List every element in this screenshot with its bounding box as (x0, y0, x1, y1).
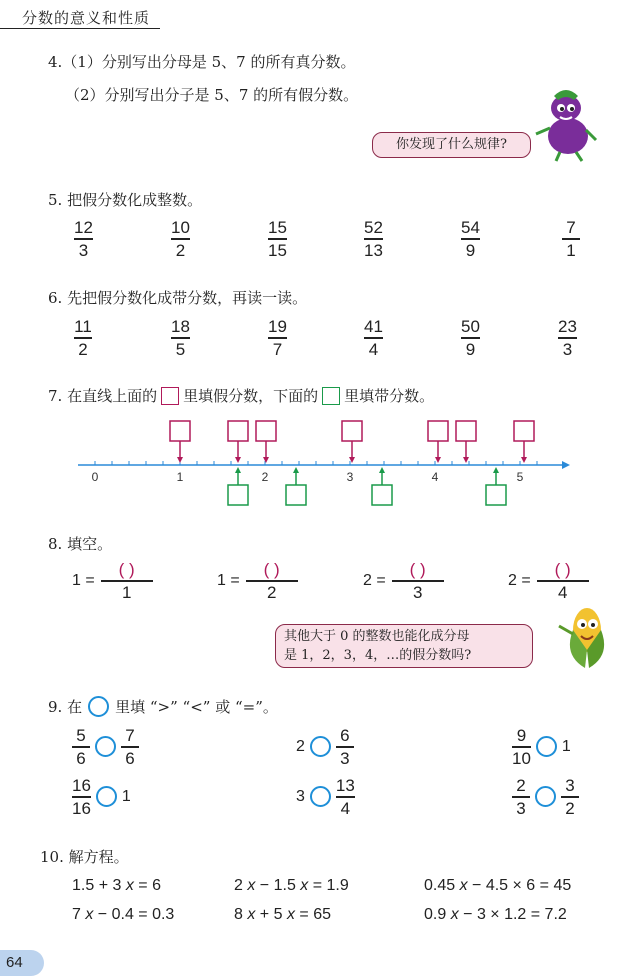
fraction: 10 2 (171, 218, 190, 260)
compare-circle[interactable] (536, 736, 557, 757)
q8-prompt: 8. 填空。 (48, 535, 113, 553)
q4-hint-bubble: 你发现了什么规律? (372, 132, 531, 158)
q8-item-1: 1 = $\frac{( )}{1}$ (72, 560, 153, 602)
q9-compare-6: $\frac{2}{3}$ $\frac{3}{2}$ (512, 776, 579, 818)
q7-prompt-b: 里填假分数，下面的 (183, 387, 319, 405)
compare-circle[interactable] (96, 786, 117, 807)
q5-prompt: 5. 把假分数化成整数。 (48, 191, 203, 209)
q8-item-4: 2 = $\frac{( )}{4}$ (508, 560, 589, 602)
number-line (70, 415, 580, 510)
fraction: 50 9 (461, 317, 480, 359)
q8-item-2: 1 = $\frac{( )}{2}$ (217, 560, 298, 602)
compare-circle[interactable] (95, 736, 116, 757)
fraction: 7 1 (562, 218, 580, 260)
q7-prompt-c: 里填带分数。 (344, 387, 435, 405)
compare-circle[interactable] (310, 786, 331, 807)
equation-2: 2 x − 1.5 x = 1.9 (234, 877, 349, 894)
compare-circle[interactable] (310, 736, 331, 757)
eggplant-mascot-icon (530, 88, 600, 163)
q8-item-3: 2 = $\frac{( )}{3}$ (363, 560, 444, 602)
equation-6: 0.9 x − 3 × 1.2 = 7.2 (424, 906, 567, 923)
tick-label: 5 (516, 470, 524, 484)
fraction: 12 3 (74, 218, 93, 260)
q9-compare-2: 2 $\frac{6}{3}$ (296, 726, 354, 768)
fraction: 19 7 (268, 317, 287, 359)
fraction: 23 3 (558, 317, 577, 359)
corn-mascot-icon (555, 600, 617, 672)
fraction: 52 13 (364, 218, 383, 260)
green-box-icon (322, 387, 340, 405)
q7-prompt (48, 385, 434, 406)
q9-prompt-b: 里填 “>” “<” 或 “=”。 (115, 698, 278, 716)
q4-line2: （2）分别写出分子是 5、7 的所有假分数。 (65, 86, 359, 104)
equation-3: 0.45 x − 4.5 × 6 = 45 (424, 877, 572, 894)
equation-5: 8 x + 5 x = 65 (234, 906, 331, 923)
q10-prompt: 10. 解方程。 (40, 848, 129, 866)
q9-compare-5: 3 $\frac{13}{4}$ (296, 776, 355, 818)
chapter-title: 分数的意义和性质 (22, 9, 151, 27)
q6-prompt: 6. 先把假分数化成带分数，再读一读。 (48, 289, 308, 307)
compare-circle[interactable] (535, 786, 556, 807)
q9-compare-1: $\frac{5}{6}$ $\frac{7}{6}$ (72, 726, 139, 768)
fraction: 54 9 (461, 218, 480, 260)
fraction: 41 4 (364, 317, 383, 359)
circle-icon (88, 696, 109, 717)
fraction: 15 15 (268, 218, 287, 260)
tick-label: 1 (176, 470, 184, 484)
tick-label: 3 (346, 470, 354, 484)
header-underline (0, 28, 160, 29)
equation-1: 1.5 + 3 x = 6 (72, 877, 161, 894)
q8-hint-bubble: 其他大于 0 的整数也能化成分母 是 1，2，3，4，…的假分数吗? (275, 624, 533, 668)
q9-prompt-a: 9. 在 (48, 698, 83, 716)
q9-compare-3: $\frac{9}{10}$ 1 (512, 726, 571, 768)
fraction: 18 5 (171, 317, 190, 359)
magenta-box-icon (161, 387, 179, 405)
fraction: 11 2 (74, 317, 92, 359)
equation-4: 7 x − 0.4 = 0.3 (72, 906, 175, 923)
q4-line1: 4.（1）分别写出分母是 5、7 的所有真分数。 (48, 53, 356, 71)
tick-label: 4 (431, 470, 439, 484)
q9-prompt (48, 696, 278, 717)
tick-label: 2 (261, 470, 269, 484)
q7-prompt-a: 7. 在直线上面的 (48, 387, 158, 405)
page-number: 64 (6, 954, 23, 971)
tick-label: 0 (91, 470, 99, 484)
page-header (0, 0, 640, 34)
q9-compare-4: $\frac{16}{16}$ 1 (72, 776, 131, 818)
